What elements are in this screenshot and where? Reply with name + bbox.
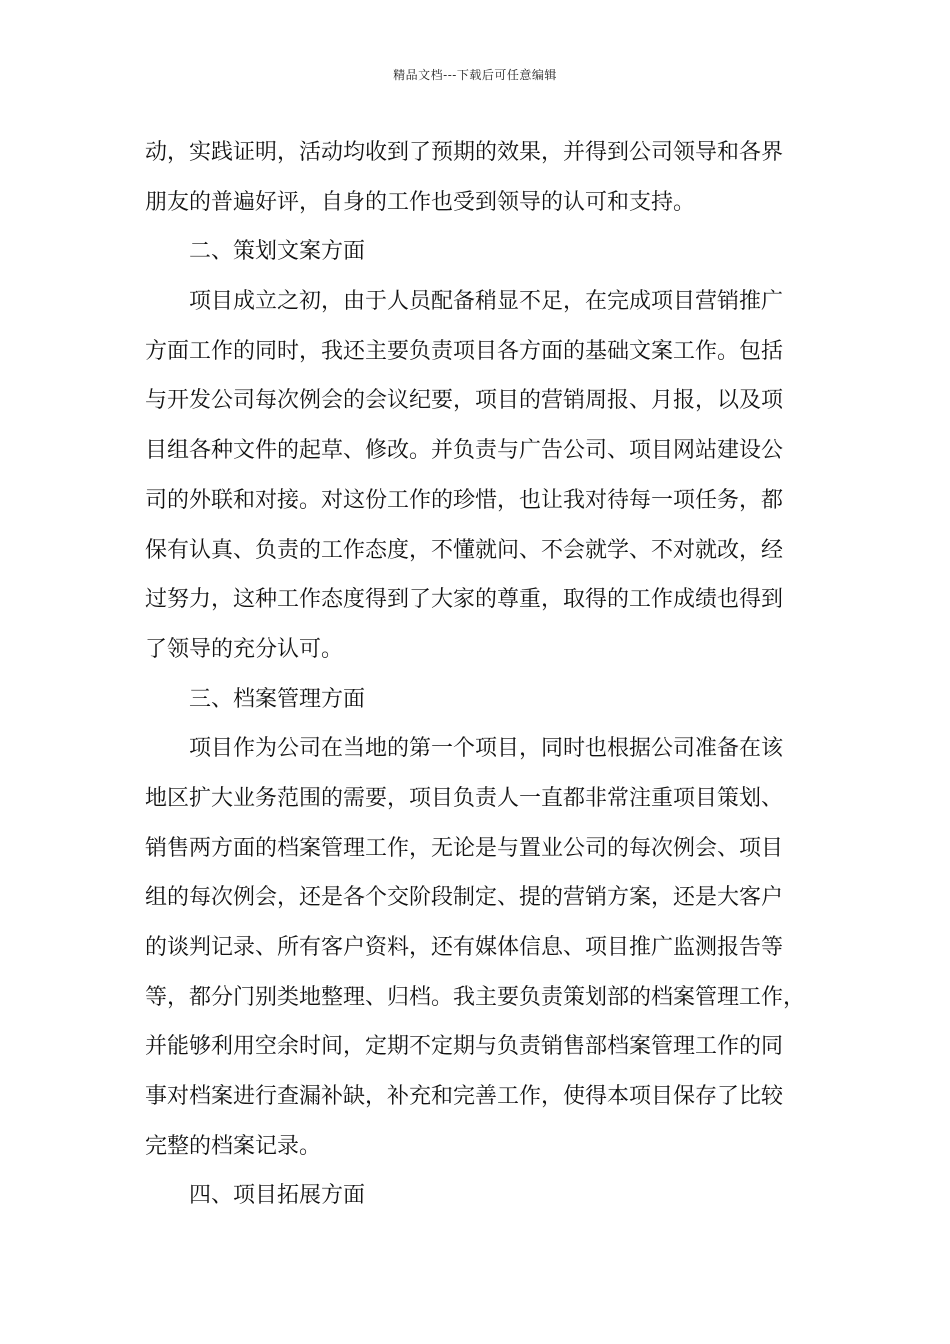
text-line: 组的每次例会，还是各个交阶段制定、提的营销方案，还是大客户	[145, 885, 784, 911]
text-line: 完整的档案记录。	[145, 1133, 322, 1159]
document-body	[145, 128, 815, 1221]
section-heading: 三、档案管理方面	[189, 686, 366, 712]
text-line: 过努力，这种工作态度得到了大家的尊重，取得的工作成绩也得到	[145, 587, 784, 613]
text-line: 销售两方面的档案管理工作，无论是与置业公司的每次例会、项目	[145, 835, 784, 861]
text-line: 了领导的充分认可。	[145, 636, 344, 662]
text-line: 保有认真、负责的工作态度，不懂就问、不会就学、不对就改，经	[145, 537, 784, 563]
text-line: 项目作为公司在当地的第一个项目，同时也根据公司准备在该	[189, 736, 784, 762]
text-line: 方面工作的同时，我还主要负责项目各方面的基础文案工作。包括	[145, 338, 784, 364]
section-heading: 二、策划文案方面	[189, 239, 366, 265]
text-line: 动，实践证明，活动均收到了预期的效果，并得到公司领导和各界	[145, 140, 784, 165]
text-line: 事对档案进行查漏补缺，补充和完善工作，使得本项目保存了比较	[145, 1084, 784, 1110]
text-line: 等，都分门别类地整理、归档。我主要负责策划部的档案管理工作，	[145, 984, 806, 1010]
page-header: 精品文档---下载后可任意编辑	[393, 68, 557, 82]
text-line: 的谈判记录、所有客户资料，还有媒体信息、项目推广监测报告等	[145, 935, 784, 960]
text-line: 与开发公司每次例会的会议纪要，项目的营销周报、月报，以及项	[145, 388, 784, 414]
text-line: 朋友的普遍好评，自身的工作也受到领导的认可和支持。	[145, 189, 696, 215]
text-line: 目组各种文件的起草、修改。并负责与广告公司、项目网站建设公	[145, 438, 784, 464]
text-line: 项目成立之初，由于人员配备稍显不足，在完成项目营销推广	[189, 289, 784, 315]
text-line: 地区扩大业务范围的需要，项目负责人一直都非常注重项目策划、	[145, 785, 784, 811]
text-line: 并能够利用空余时间，定期不定期与负责销售部档案管理工作的同	[145, 1034, 784, 1060]
text-line: 司的外联和对接。对这份工作的珍惜，也让我对待每一项任务，都	[145, 487, 784, 513]
section-heading: 四、项目拓展方面	[189, 1183, 366, 1209]
